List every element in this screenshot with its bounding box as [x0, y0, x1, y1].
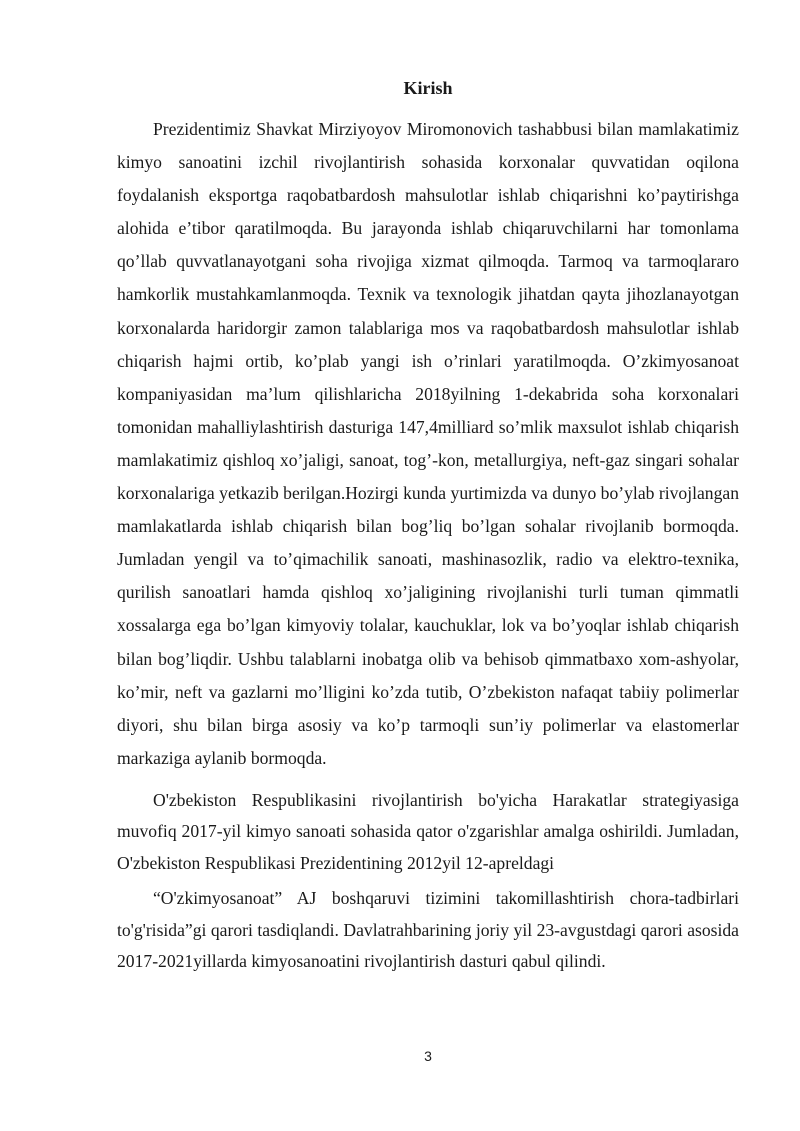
- paragraph-resolution: “O'zkimyosanoat” AJ boshqaruvi tizimini takomillashtirish chora-tadbirlari to'g'risida”gi qarori tasdiqlandi. Davlatrahbarining joriy yil 23-avgustdagi qarori asosida 2017-2021yillarda kimyosanoatini rivojlantirish dasturi qabul qilindi.: [117, 888, 739, 972]
- document-body: [117, 113, 739, 978]
- paragraph-strategy: O'zbekiston Respublikasini rivojlantirish bo'yicha Harakatlar strategiyasiga muvofiq 2017-yil kimyo sanoati sohasida qator o'zgarishlar amalga oshirildi. Jumladan, O'zbekiston Respublikasi Prezidentining 2012yil 12-apreldagi: [117, 789, 739, 873]
- section-title: Kirish: [403, 78, 453, 98]
- paragraph-introduction: Prezidentimiz Shavkat Mirziyoyov Miromonovich tashabbusi bilan mamlakatimiz kimyo sanoatini izchil rivojlantirish sohasida korxonalar quvvatidan oqilona foydalanish eksportga raqobatbardosh mahsulotlar ishlab chiqarishni ko’paytirishga alohida e’tibor qaratilmoqda. Bu jarayonda ishlab chiqaruvchilarni har tomonlama qo’llab quvvatlanayotgani soha rivojiga xizmat qilmoqda. Tarmoq va tarmoqlararo hamkorlik mustahkamlanmoqda. Texnik va texnologik jihatdan qayta jihozlanayotgan korxonalarda haridorgir zamon talablariga mos va raqobatbardosh mahsulotlar ishlab chiqarish hajmi ortib, ko’plab yangi ish o’rinlari yaratilmoqda. O’zkimyosanoat kompaniyasidan ma’lum qilishlaricha 2018yilning 1-dekabrida soha korxonalari tomonidan mahalliylashtirish dasturiga 147,4milliard so’mlik maxsulot ishlab chiqarish mamlakatimiz qishloq xo’jaligi, sanoat, tog’-kon, metallurgiya, neft-gaz singari sohalar korxonalariga yetkazib berilgan.Hozirgi kunda yurtimizda va dunyo bo’ylab rivojlangan mamlakatlarda ishlab chiqarish bilan bog’liq bo’lgan sohalar rivojlanib bormoqda. Jumladan yengil va to’qimachilik sanoati, mashinasozlik, radio va elektro-texnika, qurilish sanoatlari hamda qishloq xo’jaligining rivojlanishi turli tuman qimmatli xossalarga ega bo’lgan kimyoviy tolalar, kauchuklar, lok va bo’yoqlar ishlab chiqarish bilan bog’liqdir. Ushbu talablarni inobatga olib va behisob qimmatbaxo xom-ashyolar, ko’mir, neft va gazlarni mo’lligini ko’zda tutib, O’zbekiston nafaqat tabiiy polimerlar diyori, shu bilan birga asosiy va ko’p tarmoqli sun’iy polimerlar va elastomerlar markaziga aylanib bormoqda.: [117, 119, 739, 768]
- page-number: 3: [424, 1048, 432, 1064]
